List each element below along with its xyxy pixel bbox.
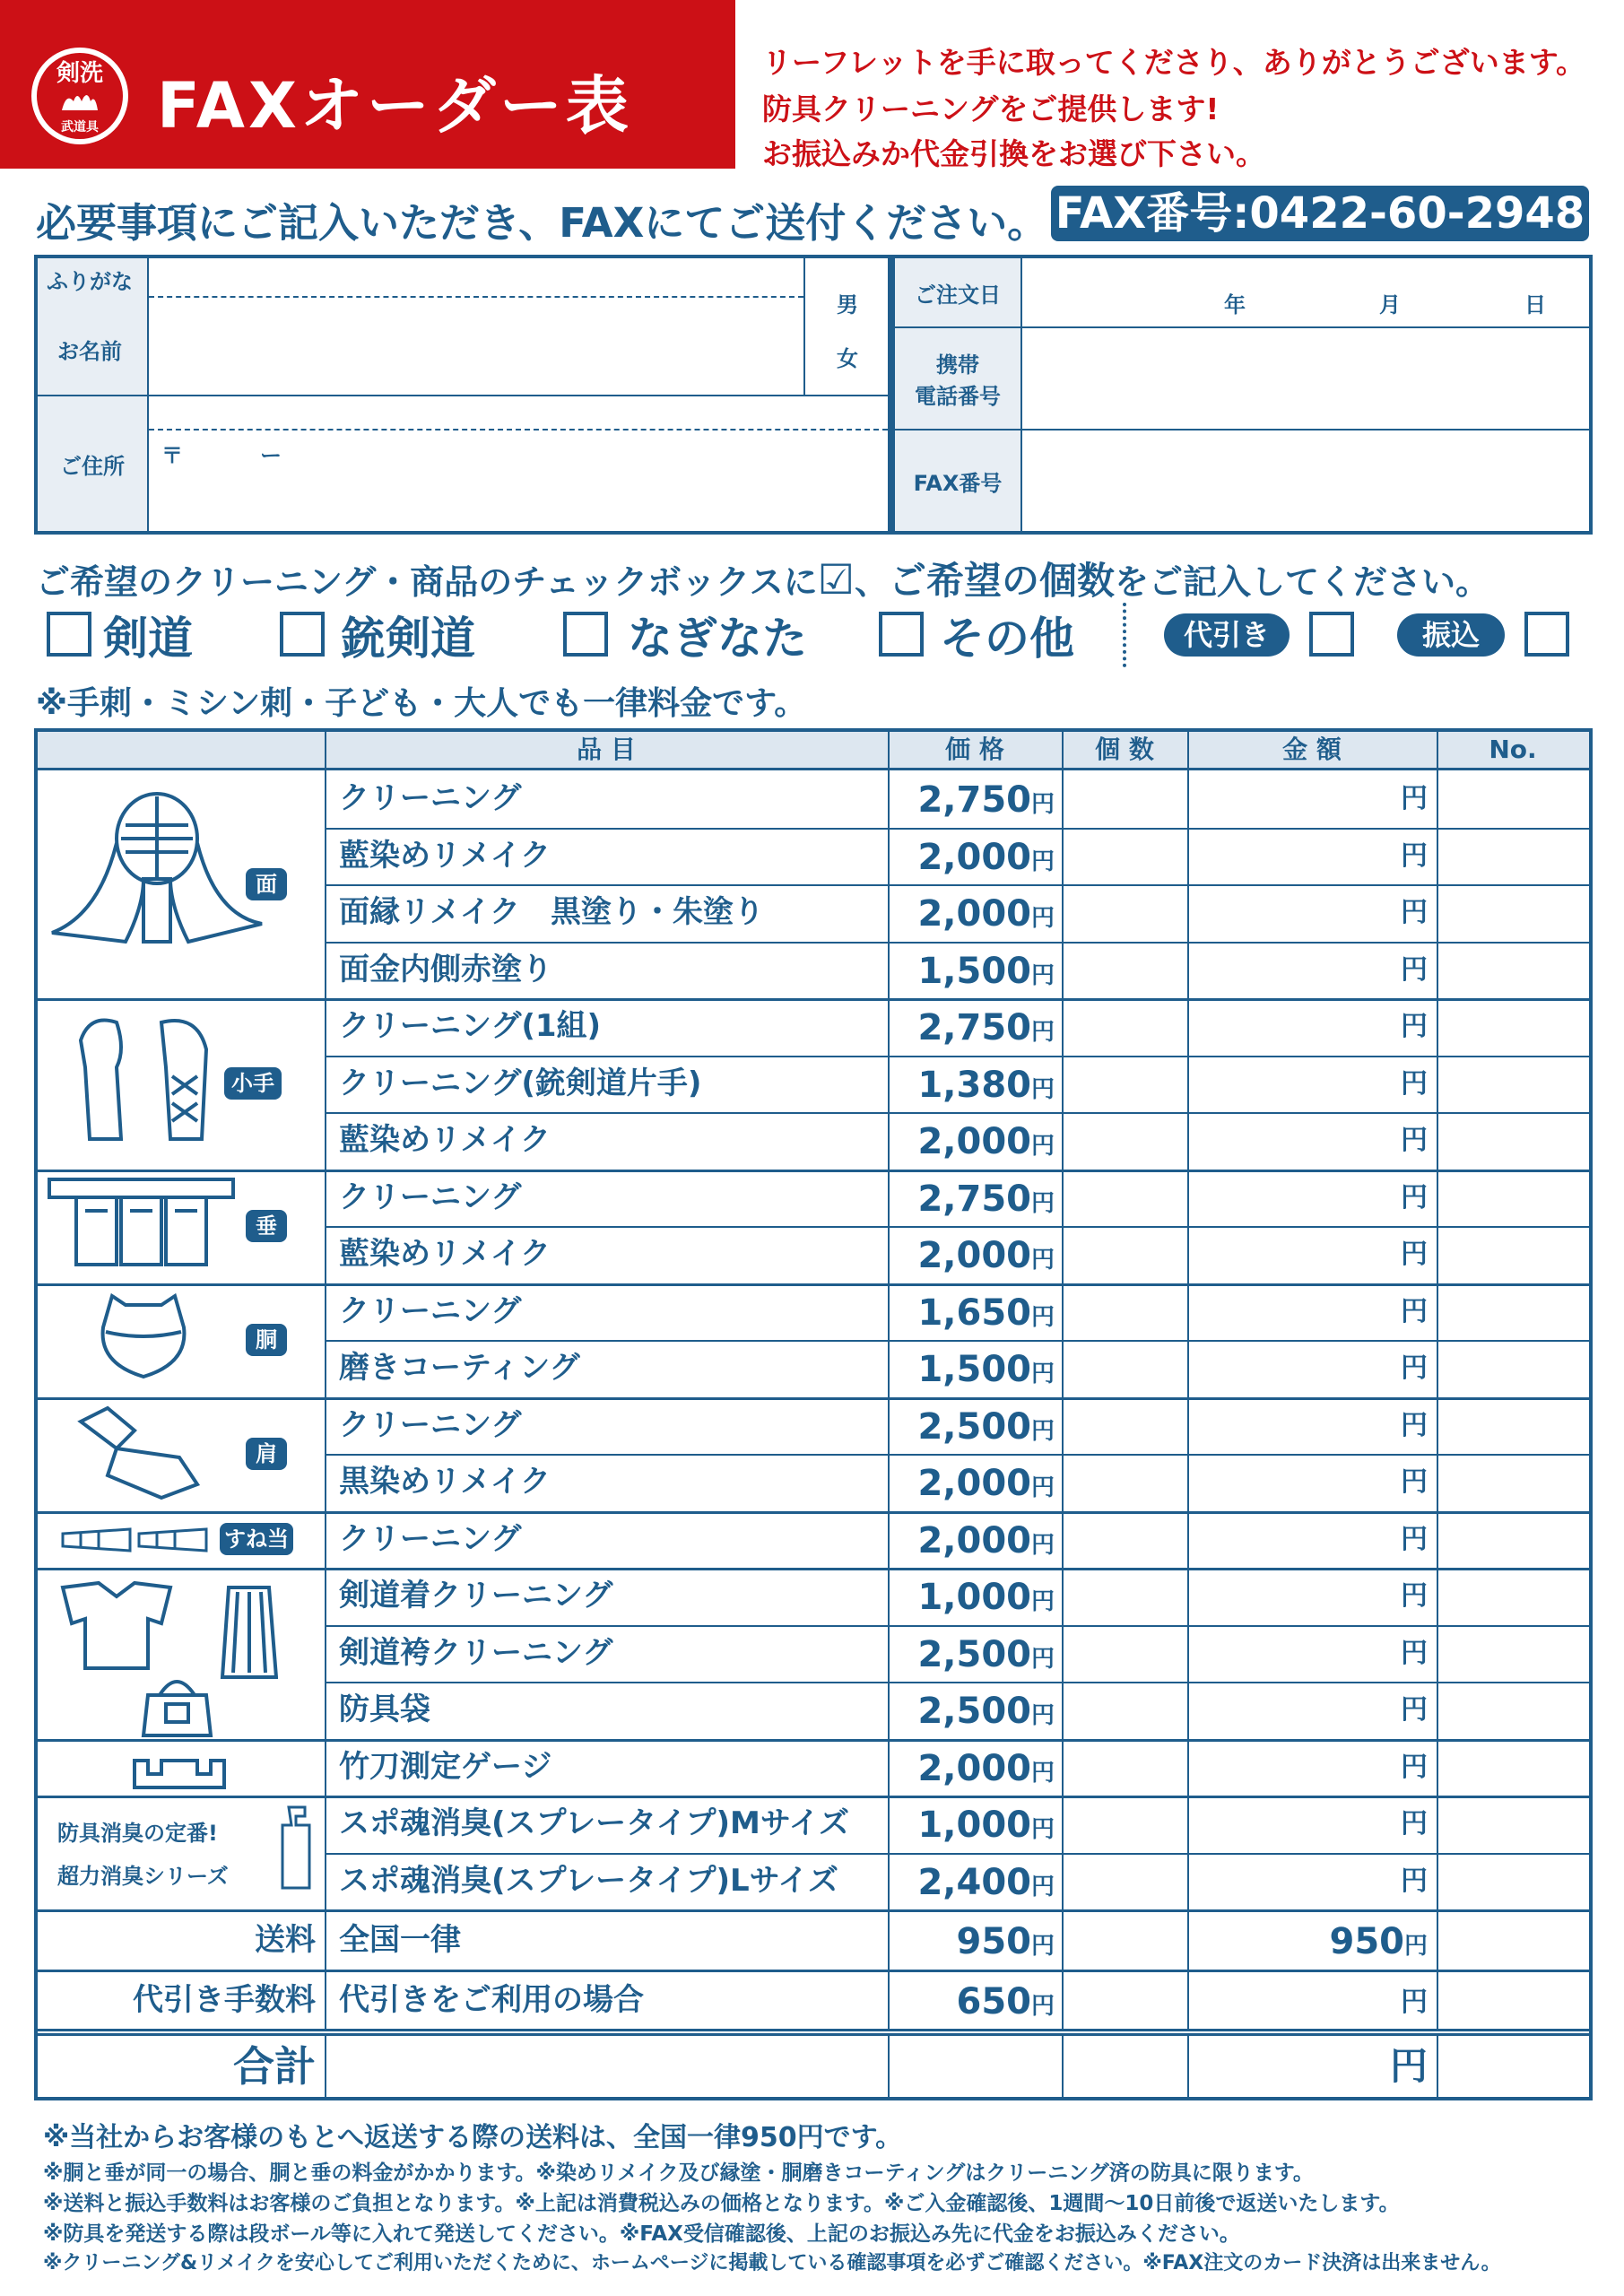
shipping-item: 全国一律 xyxy=(339,1922,461,1958)
quantity-field[interactable] xyxy=(1065,1059,1184,1109)
day-label: 日 xyxy=(1524,292,1546,317)
total-yen: 円 xyxy=(1389,2044,1428,2088)
checkbox-other[interactable] xyxy=(879,612,924,657)
item-name: クリーニング(1組) xyxy=(339,1008,602,1044)
price-value: 650 xyxy=(956,1980,1031,2022)
amount-yen: 円 xyxy=(1401,1125,1428,1156)
item-name: クリーニング xyxy=(339,1520,522,1557)
number-field[interactable] xyxy=(1440,831,1585,882)
quantity-field[interactable] xyxy=(1065,1173,1184,1223)
category-label: すね当 xyxy=(220,1523,293,1555)
checkbox-cod[interactable] xyxy=(1309,612,1354,657)
cod-price xyxy=(888,1972,1055,2030)
yen-unit: 円 xyxy=(1030,1133,1055,1160)
amount-yen: 円 xyxy=(1401,1751,1428,1783)
fax-label: FAX番号 xyxy=(913,470,1003,496)
men-helmet-icon xyxy=(45,789,269,951)
quantity-field[interactable] xyxy=(1065,1629,1184,1679)
yen-unit: 円 xyxy=(1030,1019,1055,1046)
fax-field[interactable] xyxy=(1022,434,1587,527)
logo-text-top: 剣洗 xyxy=(56,60,103,87)
number-field[interactable] xyxy=(1440,774,1585,824)
divider xyxy=(38,2029,1589,2036)
divider xyxy=(1437,732,1438,2097)
table-header-4: No. xyxy=(1489,735,1537,764)
item-price xyxy=(888,1568,1055,1625)
price-value: 1,500 xyxy=(917,950,1031,992)
item-name: 面縁リメイク 黒塗り・朱塗り xyxy=(339,894,764,930)
item-price xyxy=(888,1170,1055,1227)
number-field[interactable] xyxy=(1440,1457,1585,1508)
quantity-field[interactable] xyxy=(1065,1287,1184,1337)
item-name: 剣道袴クリーニング xyxy=(339,1634,613,1671)
item-price xyxy=(888,1682,1055,1739)
item-name: クリーニング xyxy=(339,1406,522,1443)
number-field[interactable] xyxy=(1440,1344,1585,1394)
shinai-gauge-icon xyxy=(130,1756,229,1792)
yen-unit: 円 xyxy=(1030,1247,1055,1274)
name-field[interactable] xyxy=(149,265,803,391)
price-value: 1,500 xyxy=(917,1349,1031,1390)
quantity-field[interactable] xyxy=(1065,1344,1184,1394)
yen-unit: 円 xyxy=(1030,1417,1055,1445)
deodorant-label-2: 超力消臭シリーズ xyxy=(57,1864,229,1889)
amount-yen: 円 xyxy=(1401,897,1428,928)
shipping-amount xyxy=(1187,1912,1428,1970)
deodorant-label-1: 防具消臭の定番! xyxy=(57,1821,218,1846)
yen-unit: 円 xyxy=(1030,1361,1055,1387)
option-naginata: なぎなた xyxy=(628,613,807,665)
option-other: その他 xyxy=(940,613,1074,665)
amount-yen: 円 xyxy=(1401,1808,1428,1839)
category-label: 小手 xyxy=(224,1067,282,1100)
amount-yen: 円 xyxy=(1401,1637,1428,1669)
yen-unit: 円 xyxy=(1030,1873,1055,1900)
price-value: 2,400 xyxy=(917,1861,1031,1903)
price-value: 1,000 xyxy=(917,1577,1031,1618)
mobile-field[interactable] xyxy=(1022,332,1587,425)
address-label: ご住所 xyxy=(60,453,125,479)
quantity-field[interactable] xyxy=(1065,1685,1184,1735)
divider xyxy=(1123,603,1126,667)
shop-logo xyxy=(31,48,128,144)
item-name: クリーニング xyxy=(339,1178,522,1215)
amount-yen: 円 xyxy=(1401,839,1428,872)
amount-yen: 円 xyxy=(1401,953,1428,986)
number-field[interactable] xyxy=(1440,1116,1585,1166)
amount-value: 950 xyxy=(1329,1921,1404,1962)
shoulder-guard-icon xyxy=(72,1404,206,1502)
category-label: 肩 xyxy=(246,1438,287,1470)
item-price xyxy=(888,1340,1055,1397)
item-name: 磨きコーティング xyxy=(339,1350,580,1386)
number-field[interactable] xyxy=(1440,1002,1585,1052)
category-label: 垂 xyxy=(246,1210,287,1242)
yen-unit: 円 xyxy=(1403,1933,1428,1960)
item-price xyxy=(888,1226,1055,1283)
address-label-cell xyxy=(38,396,147,531)
table-header-3: 金 額 xyxy=(1282,735,1342,764)
price-value: 2,500 xyxy=(917,1405,1031,1448)
table-header-1: 価 格 xyxy=(945,735,1004,764)
fax-label-cell xyxy=(895,430,1020,531)
item-price xyxy=(888,828,1055,885)
table-header-2: 個 数 xyxy=(1095,735,1154,764)
yen-unit: 円 xyxy=(1030,1992,1055,2020)
item-name: 竹刀測定ゲージ xyxy=(339,1748,552,1785)
mobile-label-cell xyxy=(895,328,1020,429)
number-field[interactable] xyxy=(1440,1799,1585,1849)
amount-yen: 円 xyxy=(1401,1352,1428,1384)
quantity-field[interactable] xyxy=(1065,831,1184,882)
yen-unit: 円 xyxy=(1030,1474,1055,1501)
price-value: 2,750 xyxy=(917,1178,1031,1220)
furigana-label: ふりがな xyxy=(47,269,133,294)
payment-cod-label: 代引き xyxy=(1164,613,1290,657)
item-name: スポ魂消臭(スプレータイプ)Mサイズ xyxy=(339,1805,850,1841)
option-kendo: 剣道 xyxy=(103,613,193,665)
item-price xyxy=(888,1112,1055,1170)
number-field[interactable] xyxy=(1440,1287,1585,1337)
footnote-line-1: ※胴と垂が同一の場合、胴と垂の料金がかかります。※染めリメイク及び縁塗・胴磨きコーティングはクリーニング済の防具に限ります。 xyxy=(43,2161,1314,2185)
yen-unit: 円 xyxy=(1030,1759,1055,1787)
quantity-field[interactable] xyxy=(1065,1857,1184,1907)
item-price xyxy=(888,1454,1055,1511)
uniform-bag-icon xyxy=(54,1578,278,1740)
item-name: クリーニング xyxy=(339,1292,522,1329)
kote-glove-icon xyxy=(72,1013,224,1148)
flat-rate-note: ※手刺・ミシン刺・子ども・大人でも一律料金です。 xyxy=(36,685,807,722)
price-value: 2,000 xyxy=(917,1463,1031,1504)
year-label: 年 xyxy=(1224,292,1246,317)
preference-text-after: をご記入してください。 xyxy=(1115,562,1490,602)
payment-transfer-label: 振込 xyxy=(1397,613,1505,657)
gender-female[interactable]: 女 xyxy=(837,346,858,371)
number-field[interactable] xyxy=(1440,1685,1585,1735)
price-value: 2,750 xyxy=(917,779,1031,821)
item-name: 藍染めリメイク xyxy=(339,1236,551,1272)
cod-item: 代引きをご利用の場合 xyxy=(339,1981,644,2018)
price-value: 2,000 xyxy=(917,1747,1031,1789)
yen-unit: 円 xyxy=(1030,791,1055,818)
cod-label: 代引き手数料 xyxy=(133,1981,316,2018)
item-price xyxy=(888,1397,1055,1455)
number-field[interactable] xyxy=(1440,1743,1585,1793)
item-price xyxy=(888,1625,1055,1683)
amount-yen: 円 xyxy=(1401,1181,1428,1213)
page-title: FAXオーダー表 xyxy=(157,69,632,143)
yen-unit: 円 xyxy=(1030,1702,1055,1729)
quantity-field[interactable] xyxy=(1065,1116,1184,1166)
amount-yen: 円 xyxy=(1401,1865,1428,1897)
quantity-field[interactable] xyxy=(1065,774,1184,824)
header-line-3: お振込みか代金引換をお選び下さい。 xyxy=(762,136,1265,171)
category-label: 胴 xyxy=(246,1324,287,1356)
number-field[interactable] xyxy=(1440,1629,1585,1679)
quantity-field[interactable] xyxy=(1065,888,1184,938)
order-date-label-cell xyxy=(895,258,1020,326)
gender-male[interactable]: 男 xyxy=(837,292,858,317)
tare-waist-icon xyxy=(45,1175,238,1269)
order-date-label: ご注文日 xyxy=(915,282,1001,308)
amount-yen: 円 xyxy=(1401,1409,1428,1441)
table-header-0: 品 目 xyxy=(577,735,636,764)
price-value: 2,000 xyxy=(917,1121,1031,1162)
number-field[interactable] xyxy=(1440,1857,1585,1907)
amount-yen: 円 xyxy=(1401,1523,1428,1555)
yen-unit: 円 xyxy=(1030,1075,1055,1103)
yen-unit: 円 xyxy=(1030,1303,1055,1331)
shipping-price xyxy=(888,1912,1055,1970)
item-name: クリーニング(銃剣道片手) xyxy=(339,1065,702,1101)
item-price xyxy=(888,942,1055,999)
amount-yen: 円 xyxy=(1401,1580,1428,1612)
amount-yen: 円 xyxy=(1401,1011,1428,1042)
preference-comma: 、 xyxy=(854,562,889,602)
number-field[interactable] xyxy=(1440,1059,1585,1109)
item-name: 面金内側赤塗り xyxy=(339,951,552,987)
item-price xyxy=(888,1511,1055,1569)
flame-icon xyxy=(57,89,102,112)
price-value: 2,000 xyxy=(917,836,1031,878)
yen-unit: 円 xyxy=(1030,1531,1055,1559)
cod-amount xyxy=(1187,1972,1428,2030)
fax-number-badge: FAX番号:0422-60-2948 xyxy=(1051,186,1589,241)
yen-unit: 円 xyxy=(1030,961,1055,989)
item-price xyxy=(888,884,1055,942)
quantity-field[interactable] xyxy=(1065,1515,1184,1565)
header-line-1: リーフレットを手に取ってくださり、ありがとうございます。 xyxy=(762,45,1586,80)
shipping-label: 送料 xyxy=(255,1922,316,1958)
number-field[interactable] xyxy=(1440,888,1585,938)
item-name: 黒染めリメイク xyxy=(339,1464,551,1500)
number-field[interactable] xyxy=(1440,1571,1585,1622)
item-price xyxy=(888,998,1055,1056)
postal-mark: 〒 xyxy=(161,443,183,468)
number-field[interactable] xyxy=(1440,1401,1585,1451)
footnote-line-2: ※送料と振込手数料はお客様のご負担となります。※上記は消費税込みの価格となります。※ご入金確認後、1週間〜10日前後で返送いたします。 xyxy=(43,2192,1400,2215)
price-value: 1,650 xyxy=(917,1292,1031,1334)
amount-yen: 円 xyxy=(1401,1466,1428,1498)
yen-unit: 円 xyxy=(1030,1645,1055,1673)
quantity-field[interactable] xyxy=(1065,1002,1184,1052)
quantity-field[interactable] xyxy=(1065,1571,1184,1622)
number-field[interactable] xyxy=(1440,1230,1585,1280)
price-value: 1,380 xyxy=(917,1064,1031,1106)
item-price xyxy=(888,1853,1055,1910)
footnote-shipping: ※当社からお客様のもとへ返送する際の送料は、全国一律950円です。 xyxy=(43,2122,903,2153)
mobile-label-2: 電話番号 xyxy=(915,384,1001,409)
item-price xyxy=(888,770,1055,828)
checkmark-icon: ☑ xyxy=(817,555,855,604)
quantity-field[interactable] xyxy=(1065,1230,1184,1280)
shin-guard-icon xyxy=(58,1525,211,1555)
total-label: 合計 xyxy=(233,2042,316,2091)
yen-unit: 円 xyxy=(1030,1933,1055,1960)
quantity-field[interactable] xyxy=(1065,1799,1184,1849)
preference-text-before: ご希望のクリーニング・商品のチェックボックスに xyxy=(36,562,818,602)
preference-instruction xyxy=(36,552,1489,605)
month-label: 月 xyxy=(1379,292,1401,317)
item-price xyxy=(888,1796,1055,1853)
price-value: 1,000 xyxy=(917,1805,1031,1846)
checkbox-transfer[interactable] xyxy=(1524,612,1569,657)
price-value: 950 xyxy=(956,1921,1031,1962)
item-name: 藍染めリメイク xyxy=(339,1122,551,1158)
option-jukendo: 銃剣道 xyxy=(341,613,475,665)
instruction-text: 必要事項にご記入いただき、FAXにてご送付ください。 xyxy=(36,199,1048,247)
item-name: 藍染めリメイク xyxy=(339,837,551,874)
quantity-field[interactable] xyxy=(1065,1743,1184,1793)
item-name: スポ魂消臭(スプレータイプ)Lサイズ xyxy=(339,1862,838,1899)
quantity-field[interactable] xyxy=(1065,1401,1184,1451)
item-name: クリーニング xyxy=(339,780,522,816)
checkbox-kendo[interactable] xyxy=(47,612,91,657)
divider xyxy=(803,258,805,395)
amount-yen: 円 xyxy=(1401,1067,1428,1100)
price-value: 2,750 xyxy=(917,1007,1031,1048)
footnote-line-4: ※クリーニング&リメイクを安心してご利用いただくために、ホームページに掲載している確認事項を必ずご確認ください。※FAX注文のカード決済は出来ません。 xyxy=(43,2252,1501,2274)
logo-text-bottom: 武道具 xyxy=(61,120,99,135)
header-line-2: 防具クリーニングをご提供します! xyxy=(762,91,1220,126)
yen-unit: 円 xyxy=(1030,905,1055,932)
item-name: 防具袋 xyxy=(339,1692,430,1727)
yen-unit: 円 xyxy=(1401,1986,1428,2018)
mobile-label-1: 携帯 xyxy=(936,352,979,378)
amount-yen: 円 xyxy=(1401,1694,1428,1726)
quantity-field[interactable] xyxy=(1065,945,1184,996)
postal-dash: ー xyxy=(260,443,282,468)
divider xyxy=(38,395,888,396)
item-name: 剣道着クリーニング xyxy=(339,1578,613,1613)
yen-unit: 円 xyxy=(1030,848,1055,875)
address-field[interactable] xyxy=(149,400,888,531)
checkbox-naginata[interactable] xyxy=(563,612,608,657)
quantity-field[interactable] xyxy=(1065,1457,1184,1508)
number-field[interactable] xyxy=(1440,1515,1585,1565)
amount-yen: 円 xyxy=(1401,1295,1428,1327)
amount-yen: 円 xyxy=(1401,783,1428,814)
checkbox-jukendo[interactable] xyxy=(280,612,325,657)
preference-bold: ご希望の個数 xyxy=(889,559,1116,603)
number-field[interactable] xyxy=(1440,945,1585,996)
spray-bottle-icon xyxy=(278,1803,314,1892)
order-date-field[interactable] xyxy=(1022,269,1587,323)
yen-unit: 円 xyxy=(1030,1588,1055,1615)
item-price xyxy=(888,1056,1055,1113)
item-price xyxy=(888,1739,1055,1796)
price-value: 2,500 xyxy=(917,1633,1031,1675)
price-value: 2,000 xyxy=(917,1519,1031,1561)
item-price xyxy=(888,1283,1055,1341)
price-value: 2,000 xyxy=(917,893,1031,935)
price-value: 2,500 xyxy=(917,1691,1031,1732)
name-label: お名前 xyxy=(57,339,122,364)
total-quantity-field[interactable] xyxy=(1065,2039,1184,2093)
do-chest-icon xyxy=(90,1292,197,1381)
number-field[interactable] xyxy=(1440,1173,1585,1223)
divider xyxy=(325,732,326,2097)
price-value: 2,000 xyxy=(917,1235,1031,1276)
footnote-line-3: ※防具を発送する際は段ボール等に入れて発送してください。※FAX受信確認後、上記のお振込み先に代金をお振込みください。 xyxy=(43,2222,1240,2246)
yen-unit: 円 xyxy=(1030,1189,1055,1217)
yen-unit: 円 xyxy=(1030,1816,1055,1843)
amount-yen: 円 xyxy=(1401,1239,1428,1270)
category-label: 面 xyxy=(246,868,287,900)
divider xyxy=(1062,732,1064,2097)
